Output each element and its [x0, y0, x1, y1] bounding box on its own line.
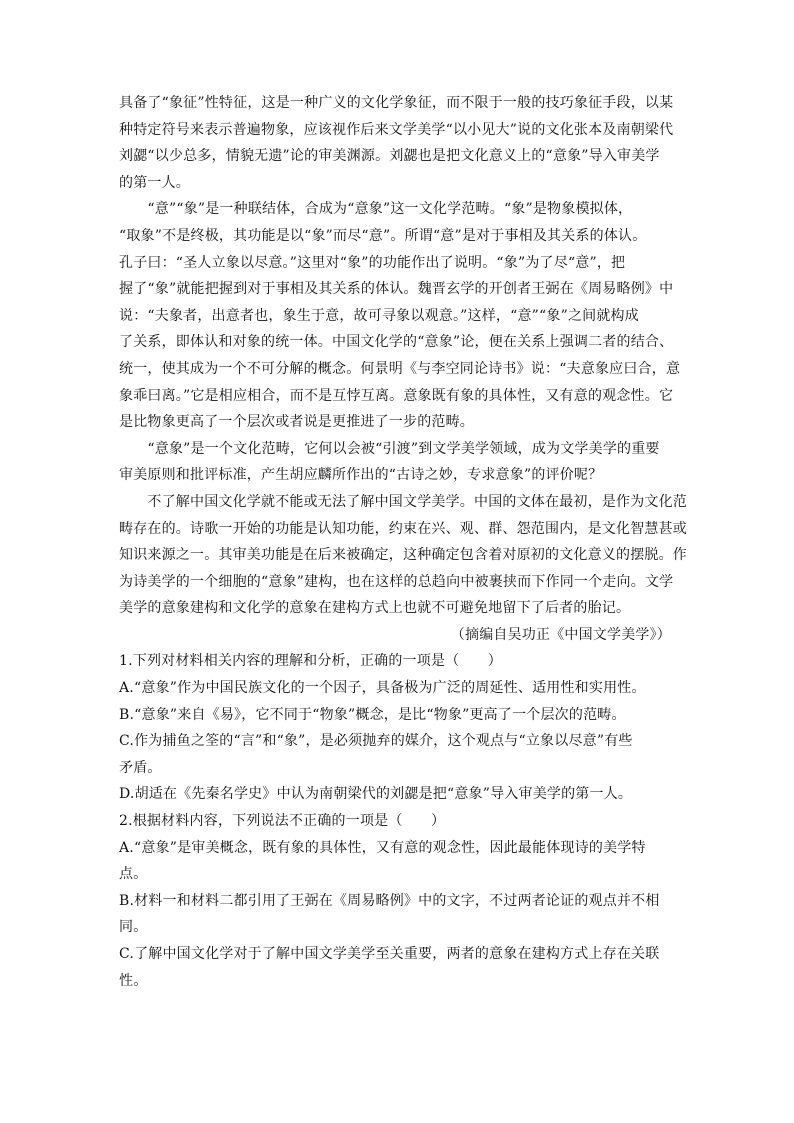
passage-line: “意”“象”是一种联结体，合成为“意象”这一文化学范畴。“象”是物象模拟体， [119, 201, 633, 218]
question-2-stem: 2.根据材料内容，下列说法不正确的一项是（ ） [119, 813, 446, 830]
option-line: 矛盾。 [119, 759, 162, 776]
option-line: 同。 [119, 919, 148, 936]
passage-line: “意象”是一个文化范畴，它何以会被“引渡”到文学美学领域，成为文学美学的重要 [119, 440, 660, 457]
passage-line: 了关系，即体认和对象的统一体。中国文化学的“意象”论，便在关系上强调二者的结合、 [119, 334, 674, 351]
option-line: B.材料一和材料二都引用了王弼在《周易略例》中的文字，不过两者论证的观点并不相 [119, 892, 660, 909]
passage-line: 统一，使其成为一个不可分解的概念。何景明《与李空同论诗书》说：“夫意象应曰合，意 [119, 360, 681, 377]
passage [119, 90, 687, 648]
passage-line: 孔子曰：“圣人立象以尽意。”这里对“象”的功能作出了说明。“象”为了尽“意”，把 [119, 254, 626, 271]
document-page [119, 90, 687, 994]
passage-line: 象乖曰离。”它是相应相合，而不是互悖互离。意象既有象的具体性，又有意的观念性。它 [119, 387, 674, 404]
option-line: 点。 [119, 866, 148, 883]
source-citation: （摘编自吴功正《中国文学美学》） [450, 626, 671, 643]
option-line: D.胡适在《先秦名学史》中认为南朝梁代的刘勰是把“意象”导入审美学的第一人。 [119, 786, 633, 803]
passage-line: “取象”不是终极，其功能是以“象”而尽“意”。所谓“意”是对于事相及其关系的体认。 [119, 227, 647, 244]
passage-line: 为诗美学的一个细胞的“意象”建构，也在这样的总趋向中被裹挟而下作同一个走向。文学 [119, 573, 674, 590]
option-line: C.作为捕鱼之筌的“言”和“象”，是必须抛弃的媒介，这个观点与“立象以尽意”有些 [119, 733, 633, 750]
passage-line: 种特定符号来表示普遍物象，应该视作后来文学美学“以小见大”说的文化张本及南朝梁代 [119, 121, 674, 138]
passage-line: 是比物象更高了一个层次或者说是更推进了一步的范畴。 [119, 414, 474, 431]
passage-line: 握了“象”就能把握到对于事相及其关系的体认。魏晋玄学的开创者王弼在《周易略例》中 [119, 281, 674, 298]
passage-line: 具备了“象征”性特征，这是一种广义的文化学象征，而不限于一般的技巧象征手段，以某 [119, 95, 674, 111]
passage-line: 不了解中国文化学就不能或无法了解中国文学美学。中国的文体在最初，是作为文化范 [119, 493, 687, 510]
option-line: A.“意象”是审美概念，既有象的具体性，又有意的观念性，因此最能体现诗的美学特 [119, 839, 646, 856]
passage-line: 说：“夫象者，出意者也，象生于意，故可寻象以观意。”这样，“意”“象”之间就构成 [119, 307, 639, 324]
passage-line: 刘勰“以少总多，情貌无遗”论的审美渊源。刘勰也是把文化意义上的“意象”导入审美学 [119, 148, 660, 165]
passage-line: 美学的意象建构和文化学的意象在建构方式上也就不可避免地留下了后者的胎记。 [119, 600, 631, 617]
question-1-stem: 1.下列对材料相关内容的理解和分析，正确的一项是（ ） [119, 653, 502, 670]
option-line: C.了解中国文化学对于了解中国文学美学至关重要，两者的意象在建构方式上存在关联 [119, 946, 660, 962]
option-line: A.“意象”作为中国民族文化的一个因子，具备极为广泛的周延性、适用性和实用性。 [119, 680, 646, 697]
passage-line: 的第一人。 [119, 174, 190, 191]
questions [119, 648, 679, 994]
option-line: B.“意象”来自《易》，它不同于“物象”概念，是比“物象”更高了一个层次的范畴。 [119, 706, 626, 723]
passage-line: 畴存在的。诗歌一开始的功能是认知功能，约束在兴、观、群、怨范围内，是文化智慧甚或 [119, 520, 687, 537]
option-line: 性。 [119, 972, 148, 989]
passage-line: 审美原则和批评标准，产生胡应麟所作出的“古诗之妙，专求意象”的评价呢？ [119, 467, 603, 484]
passage-line: 知识来源之一。其审美功能是在后来被确定，这种确定包含着对原初的文化意义的摆脱。作 [119, 547, 687, 564]
